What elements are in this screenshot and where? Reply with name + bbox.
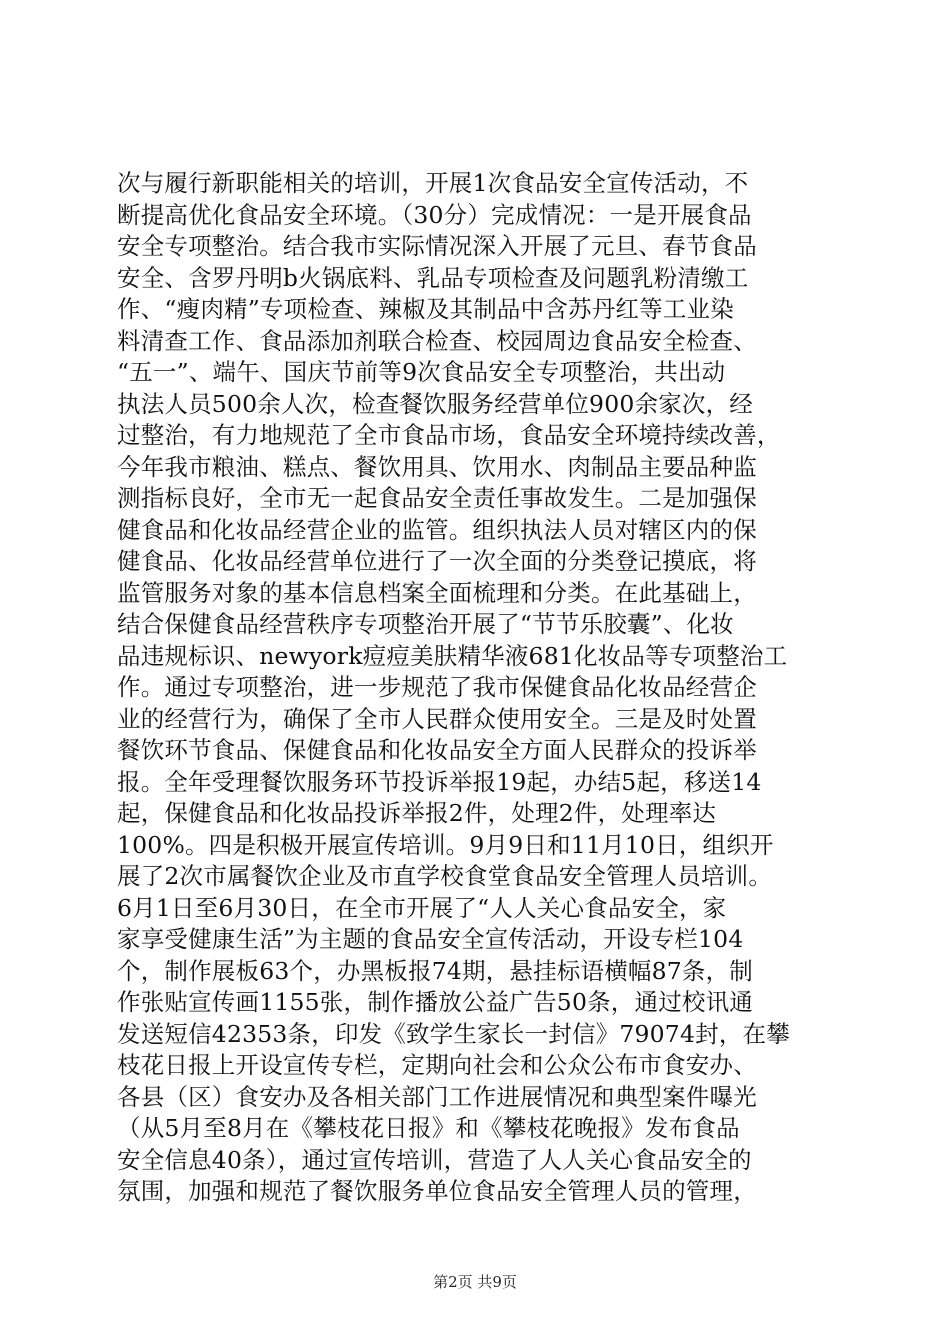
text-line: 今年我市粮油、糕点、餐饮用具、饮用水、肉制品主要品种监 (117, 452, 757, 481)
text-line: 结合保健食品经营秩序专项整治开展了“节节乐胶囊”、化妆 (117, 610, 734, 638)
text-line: 安全专项整治。结合我市实际情况深入开展了元旦、春节食品 (117, 232, 757, 260)
text-line: 氛围，加强和规范了餐饮服务单位食品安全管理人员的管理， (117, 1177, 757, 1205)
text-line: 家享受健康生活”为主题的食品安全宣传活动，开设专栏104 (117, 925, 744, 953)
text-line: 业的经营行为，确保了全市人民群众使用安全。三是及时处置 (117, 704, 757, 733)
text-line: 作、“瘦肉精”专项检查、辣椒及其制品中含苏丹红等工业染 (117, 295, 734, 323)
text-line: 健食品和化妆品经营企业的监管。组织执法人员对辖区内的保 (117, 515, 757, 544)
text-line: 各县（区）食安办及各相关部门工作进展情况和典型案件曝光 (117, 1082, 757, 1111)
text-line: 100%。四是积极开展宣传培训。9月9日和11月10日，组织开 (117, 830, 774, 859)
text-line: 健食品、化妆品经营单位进行了一次全面的分类登记摸底，将 (117, 547, 757, 575)
body-text (117, 168, 847, 1208)
text-line: 个，制作展板63个，办黑板报74期，悬挂标语横幅87条，制 (117, 956, 754, 985)
text-line: 安全、含罗丹明b火锅底料、乳品专项检查及问题乳粉清缴工 (117, 263, 749, 292)
page-number-footer: 第2页 共9页 (433, 1273, 517, 1291)
text-line: 断提高优化食品安全环境。（30分）完成情况：一是开展食品 (117, 200, 752, 229)
text-line: 报。全年受理餐饮服务环节投诉举报19起，办结5起，移送14 (117, 767, 762, 796)
text-line: 次与履行新职能相关的培训，开展1次食品安全宣传活动，不 (117, 169, 749, 197)
text-line: 枝花日报上开设宣传专栏，定期向社会和公众公布市食安办、 (117, 1051, 757, 1079)
text-line: 起，保健食品和化妆品投诉举报2件，处理2件，处理率达 (117, 799, 717, 827)
text-line: 餐饮环节食品、保健食品和化妆品安全方面人民群众的投诉举 (117, 736, 757, 764)
text-line: “五一”、端午、国庆节前等9次食品安全专项整治，共出动 (117, 358, 726, 386)
text-line: 作张贴宣传画1155张，制作播放公益广告50条，通过校讯通 (117, 988, 754, 1016)
text-line: （从5月至8月在《攀枝花日报》和《攀枝花晚报》发布食品 (117, 1114, 740, 1142)
text-line: 6月1日至6月30日，在全市开展了“人人关心食品安全，家 (117, 893, 727, 922)
text-line: 品违规标识、newyork痘痘美肤精华液681化妆品等专项整治工 (117, 641, 788, 670)
text-line: 执法人员500余人次，检查餐饮服务经营单位900余家次，经 (117, 389, 754, 418)
text-line: 发送短信42353条，印发《致学生家长一封信》79074封，在攀 (117, 1019, 790, 1048)
text-line: 展了2次市属餐饮企业及市直学校食堂食品安全管理人员培训。 (117, 862, 773, 890)
text-line: 料清查工作、食品添加剂联合检查、校园周边食品安全检查、 (117, 326, 757, 355)
text-line: 过整治，有力地规范了全市食品市场，食品安全环境持续改善， (117, 421, 781, 449)
text-line: 测指标良好，全市无一起食品安全责任事故发生。二是加强保 (117, 484, 757, 512)
text-line: 监管服务对象的基本信息档案全面梳理和分类。在此基础上， (117, 578, 757, 607)
text-line: 安全信息40条），通过宣传培训，营造了人人关心食品安全的 (117, 1145, 752, 1174)
text-line: 作。通过专项整治，进一步规范了我市保健食品化妆品经营企 (117, 673, 757, 701)
